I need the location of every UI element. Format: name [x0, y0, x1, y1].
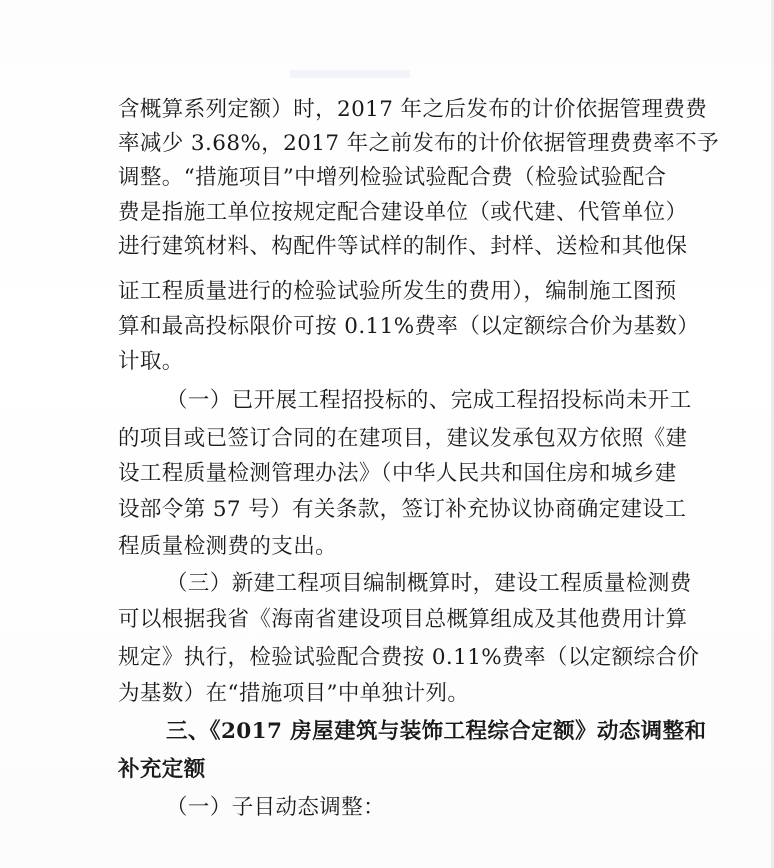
- text-line: [0, 793, 774, 823]
- text-line: [0, 386, 774, 416]
- text-line: [0, 277, 774, 307]
- line-text: 算和最高投标限价可按 0.11%费率（以定额综合价为基数）: [118, 314, 700, 339]
- line-text: （三）新建工程项目编制概算时，建设工程质量检测费: [166, 571, 692, 596]
- text-line: [0, 605, 774, 635]
- line-text: 为基数）在“措施项目”中单独计列。: [118, 681, 470, 706]
- line-text: （一）已开展工程招投标的、完成工程招投标尚未开工: [166, 388, 692, 413]
- text-line: [0, 198, 774, 228]
- text-line: [0, 129, 774, 159]
- line-text: 率减少 3.68%，2017 年之前发布的计价依据管理费费率不予: [118, 131, 719, 156]
- text-line: [0, 312, 774, 342]
- text-line: [0, 532, 774, 562]
- line-text: 证工程质量进行的检验试验所发生的费用），编制施工图预: [118, 279, 677, 304]
- line-text: 程质量检测费的支出。: [118, 534, 338, 559]
- section-heading: [0, 717, 774, 747]
- line-text: 的项目或已签订合同的在建项目，建议发承包双方依照《建: [118, 426, 688, 451]
- text-line: [0, 232, 774, 262]
- line-text: 规定》执行，检验试验配合费按 0.11%费率（以定额综合价: [118, 645, 700, 670]
- text-line: [0, 643, 774, 673]
- line-text: 调整。“措施项目”中增列检验试验配合费（检验试验配合: [118, 165, 667, 190]
- text-line: [0, 495, 774, 525]
- line-text: 设部令第 57 号）有关条款，签订补充协议协商确定建设工: [118, 497, 687, 522]
- line-text: 费是指施工单位按规定配合建设单位（或代建、代管单位）: [118, 200, 688, 225]
- text-line: [0, 347, 774, 377]
- line-text: 进行建筑材料、构配件等试样的制作、封样、送检和其他保: [118, 234, 688, 259]
- line-text: 设工程质量检测管理办法》（中华人民共和国住房和城乡建: [118, 461, 677, 486]
- section-heading: [0, 755, 774, 785]
- text-line: [0, 569, 774, 599]
- line-text: 含概算系列定额）时，2017 年之后发布的计价依据管理费费: [118, 97, 708, 122]
- line-text: （一）子目动态调整：: [166, 795, 386, 820]
- line-text: 计取。: [118, 349, 184, 374]
- line-text: 可以根据我省《海南省建设项目总概算组成及其他费用计算: [118, 607, 688, 632]
- text-line: [0, 679, 774, 709]
- scan-smudge: [290, 70, 410, 78]
- heading-text: 补充定额: [118, 757, 206, 782]
- text-line: [0, 95, 774, 125]
- text-line: [0, 459, 774, 489]
- heading-text: 三、《2017 房屋建筑与装饰工程综合定额》动态调整和: [166, 719, 707, 744]
- text-line: [0, 424, 774, 454]
- text-line: [0, 163, 774, 193]
